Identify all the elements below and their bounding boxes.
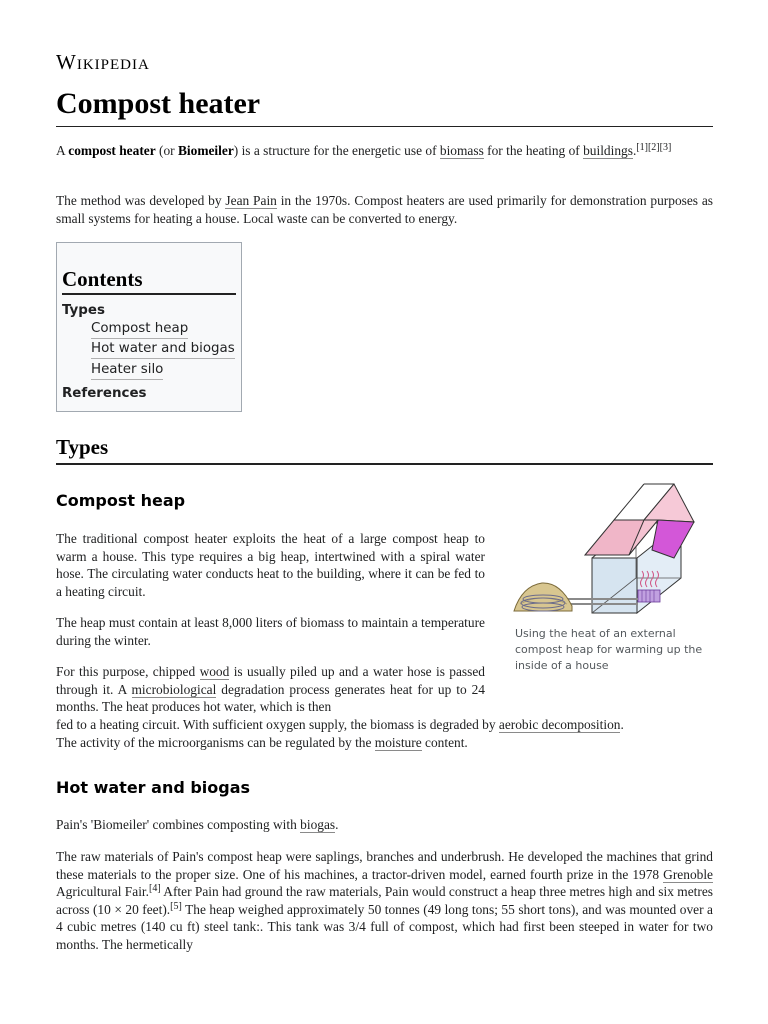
- house-with-compost-heap-illustration[interactable]: [512, 480, 713, 620]
- subsection-heading-compost-heap: Compost heap: [56, 491, 186, 510]
- link-grenoble[interactable]: Grenoble: [663, 866, 713, 882]
- link-biogas[interactable]: biogas: [300, 817, 336, 832]
- link-buildings[interactable]: buildings: [583, 143, 633, 158]
- link-microbiological[interactable]: microbiological: [131, 681, 217, 697]
- intro-paragraph-2: The method was developed by Jean Pain in the 1970s. Compost heaters are used primarily for demonstration purposes as small systems for heating a house. Local waste can be converted to energy.: [56, 193, 713, 226]
- toc-title: Contents: [62, 265, 236, 295]
- figure-caption: Using the heat of an external compost heap for warming up the inside of a house: [515, 627, 703, 672]
- reference-4[interactable]: [4]: [148, 883, 161, 894]
- reference-1-2-3[interactable]: [1][2][3]: [636, 142, 672, 153]
- link-wood[interactable]: wood: [199, 664, 230, 679]
- compost-heap-paragraph-3: For this purpose, chipped wood is usually piled up and a water hose is passed through it. A microbiological degradation process generates heat for up to 24 months. The heat produces hot water, which is then: [56, 664, 485, 714]
- hot-water-paragraph-1: Pain's 'Biomeiler' combines composting with biogas.: [56, 817, 339, 832]
- wikipedia-wordmark[interactable]: Wikipedia: [56, 50, 150, 74]
- toc-item-heater-silo[interactable]: Heater silo: [91, 361, 163, 380]
- intro-paragraph-1: A compost heater (or Biomeiler) is a structure for the energetic use of biomass for the heating of buildings.[1][2][3]: [56, 142, 672, 158]
- hot-water-paragraph-2: The raw materials of Pain's compost heap were saplings, branches and underbrush. He developed the machines that grind these materials to the proper size. One of his machines, a tractor-driven model, earned fourth prize in the 1978 Grenoble Agricultural Fair.[4] After Pain had ground the raw materials, Pain would construct a heap three metres high and six metres across (10 × 20 feet).[5] The heap weighed approximately 50 tonnes (49 long tons; 55 short tons), and was mounted over a 4 cubic metres (140 cu ft) steel tank:. This tank was 3/4 full of compost, which had first been steeped in water for two months. The hermetically: [56, 849, 713, 952]
- toc-item-references[interactable]: References: [62, 386, 147, 401]
- compost-heap-paragraph-1: The traditional compost heater exploits the heat of a large compost heap to warm a house. This type requires a big heap, intertwined with a spiral water hose. The circulating water conducts heat to the building, where it can be fed to a heating circuit.: [56, 531, 485, 599]
- link-biomass[interactable]: biomass: [439, 143, 484, 158]
- toc-item-compost-heap[interactable]: Compost heap: [91, 320, 188, 339]
- subsection-heading-hot-water-and-biogas: Hot water and biogas: [56, 778, 251, 797]
- toc-item-hot-water-and-biogas[interactable]: Hot water and biogas: [91, 340, 235, 359]
- compost-heap-paragraph-2: The heap must contain at least 8,000 liters of biomass to maintain a temperature during the winter.: [56, 615, 485, 648]
- link-jean-pain[interactable]: Jean Pain: [225, 193, 277, 208]
- bold-term-biomeiler: Biomeiler: [177, 143, 234, 158]
- page-title: Compost heater: [56, 84, 713, 127]
- link-aerobic-decomposition[interactable]: aerobic decomposition: [498, 717, 621, 732]
- section-heading-types: Types: [56, 433, 713, 465]
- compost-heap-paragraph-3-continued: fed to a heating circuit. With sufficient oxygen supply, the biomass is degraded by aerobic decomposition. The activity of the microorganisms can be regulated by the moisture content.: [56, 717, 624, 750]
- reference-5[interactable]: [5]: [170, 900, 182, 912]
- toc-item-types[interactable]: Types: [62, 303, 105, 318]
- link-moisture[interactable]: moisture: [374, 734, 422, 750]
- bold-term-compost-heater: compost heater: [68, 143, 156, 158]
- table-of-contents: [56, 242, 242, 412]
